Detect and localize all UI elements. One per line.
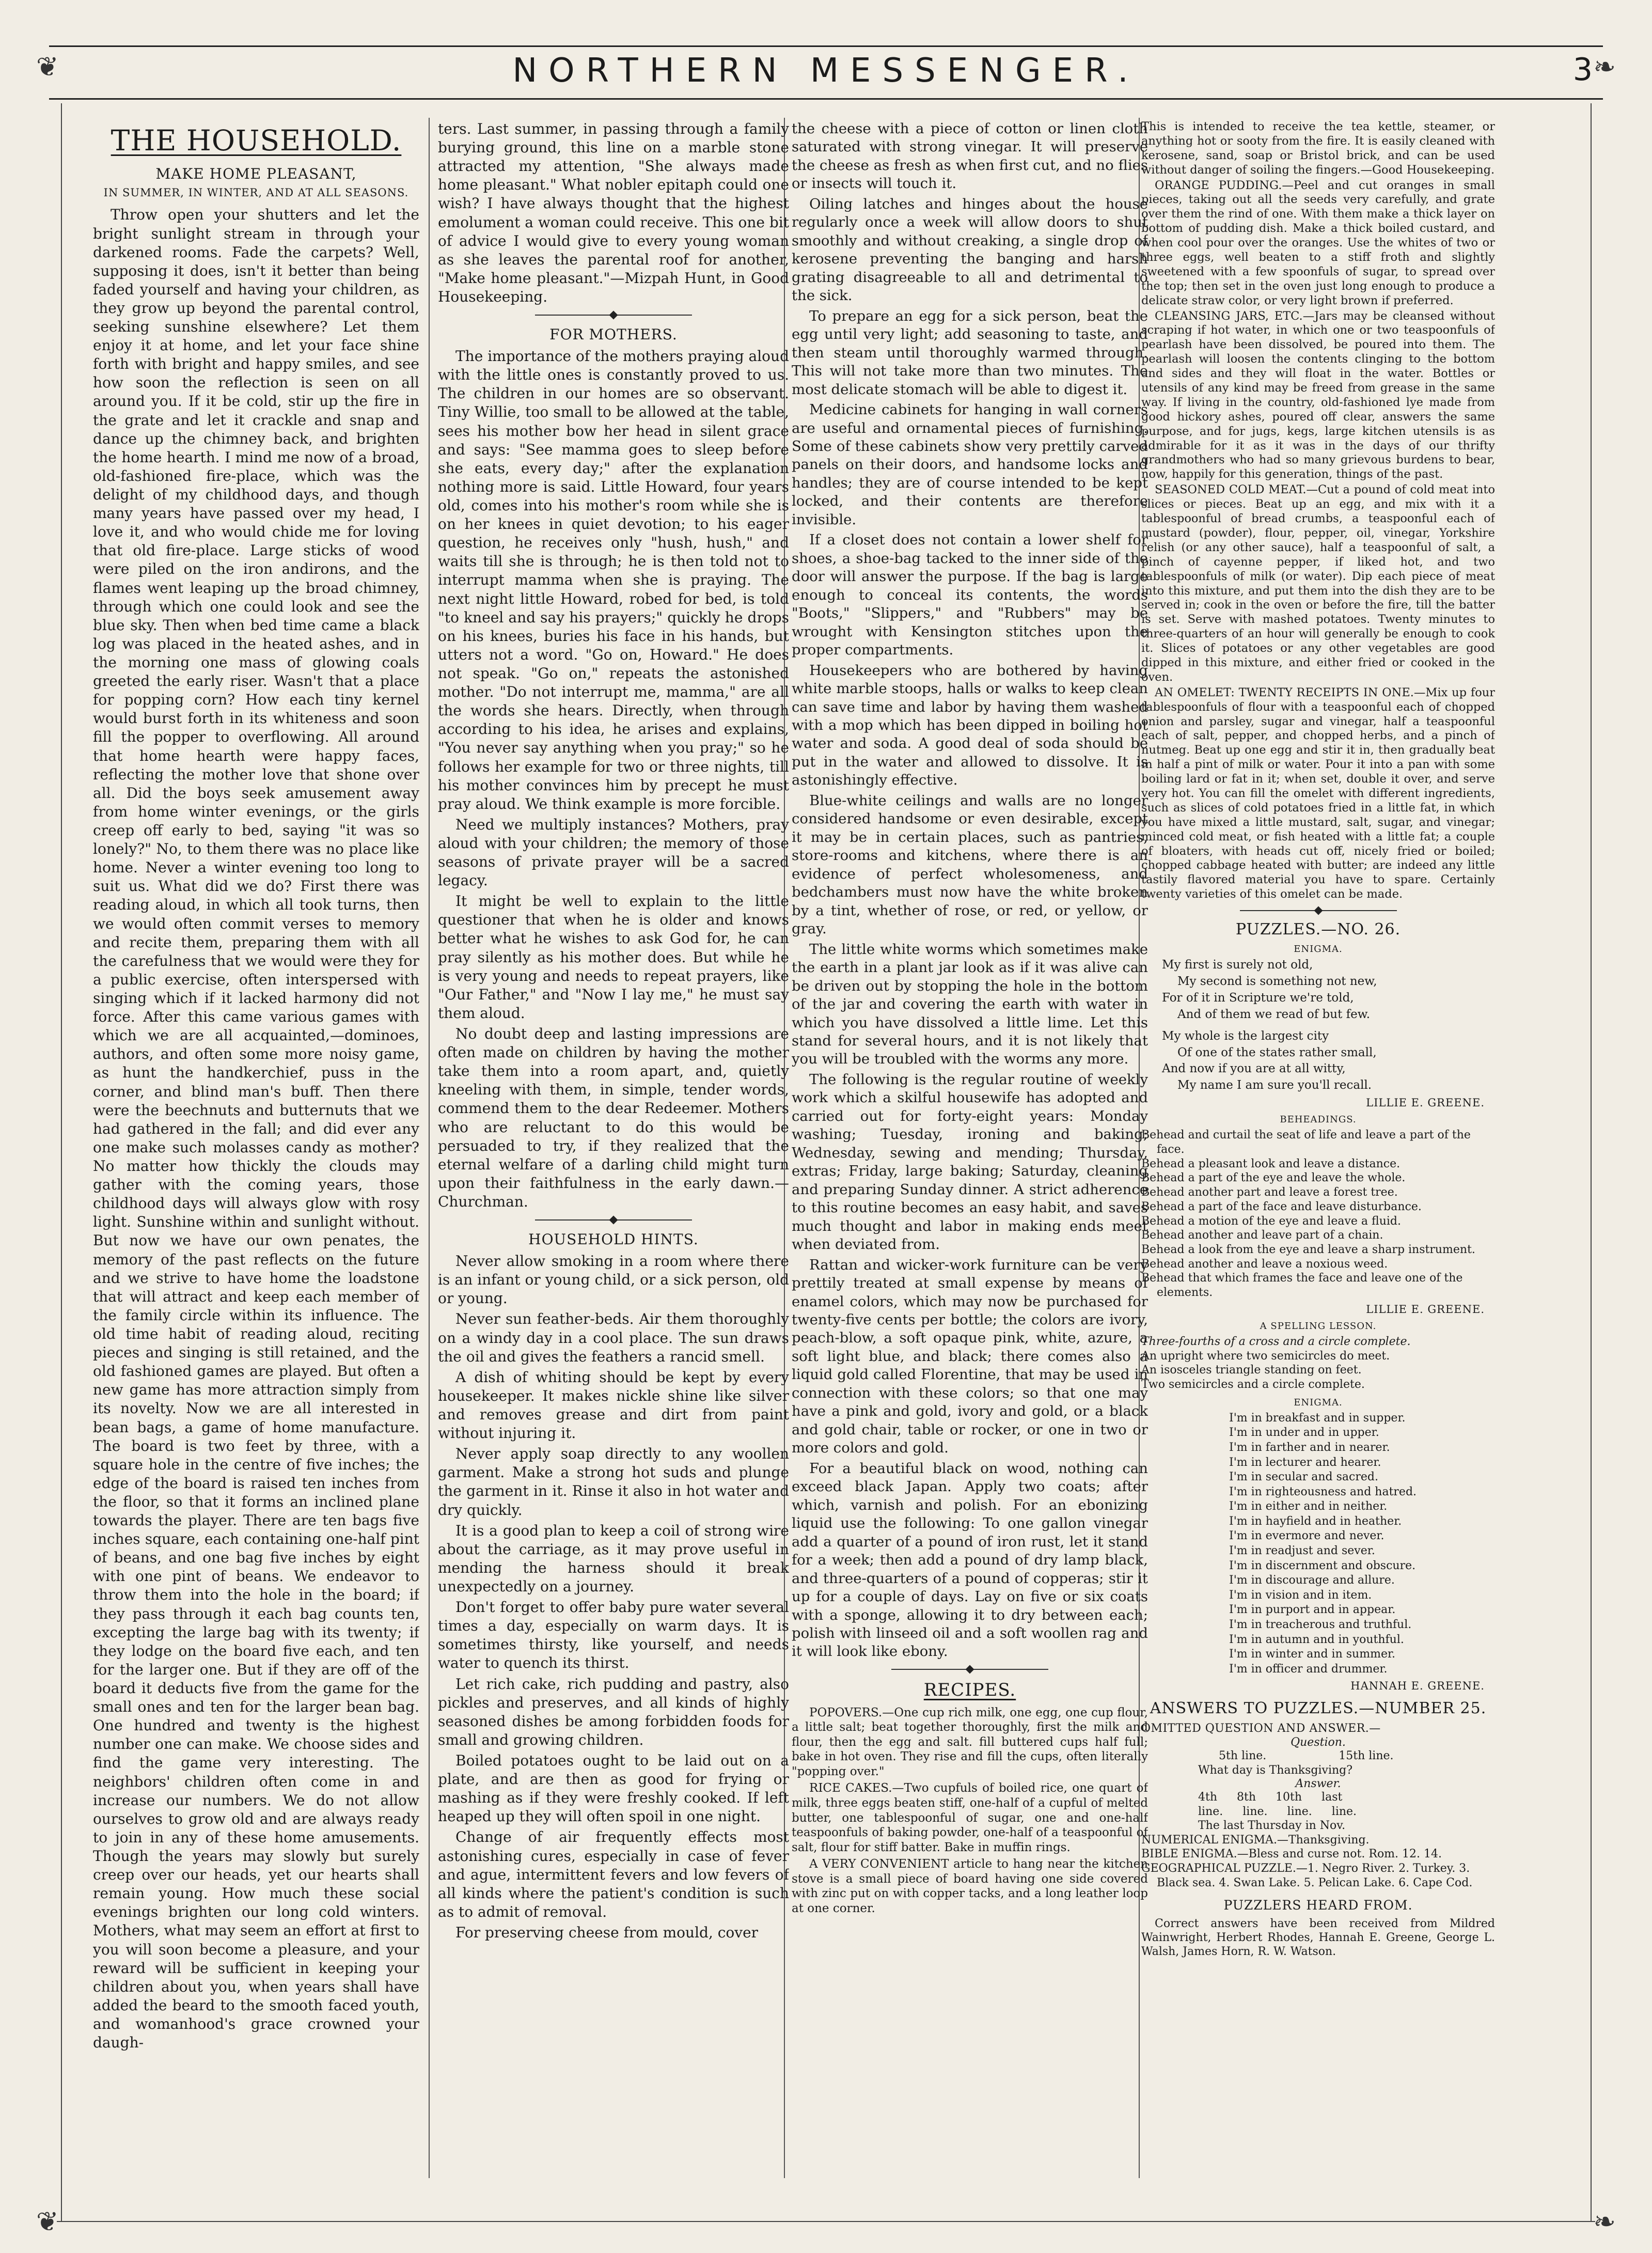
puzzle-line: Behead a part of the face and leave disturbance. bbox=[1141, 1200, 1422, 1213]
hint-paragraph: For a beautiful black on wood, nothing can exceed black Japan. Apply two coats; after which, varnish and polish. For an ebonizing liquid use the following: To one gallon vinegar add a quarter of a pound of iron rust, let it stand for a week; then add a pound of dry lamp black, and three-quarters of a pound of copperas; stir it up for a couple of days. Lay on five or six coats with a sponge, allowing it to dry between each; polish with linseed oil and a soft woollen rag and it will look like ebony. bbox=[792, 1460, 1148, 1660]
poem-line: My name I am sure you'll recall. bbox=[1177, 1078, 1372, 1092]
puzzle-line: Behead another and leave a noxious weed. bbox=[1141, 1257, 1388, 1271]
enigma-line: I'm in discourage and allure. bbox=[1229, 1574, 1395, 1587]
poem-line: For of it in Scripture we're told, bbox=[1162, 991, 1354, 1005]
column-1 bbox=[93, 120, 419, 2201]
puzzlers-paragraph: Correct answers have been received from Mildred Wainwright, Herbert Rhodes, Hannah E. Greene, George L. Walsh, James Horn, R. W. Watson. bbox=[1141, 1917, 1495, 1959]
recipe-paragraph: CLEANSING JARS, ETC.—Jars may be cleansed without scraping if hot water, in which one or two teaspoonfuls of pearlash have been dissolved, be poured into them. The pearlash will loosen the contents clinging to the bottom and sides and they will float in the water. Bottles or utensils of any kind may be freed from grease in the same way. If living in the country, old-fashioned lye made from good hickory ashes, poured off clear, answers the same purpose, and for jugs, kegs, large kitchen utensils is as admirable for it as it was in the days of our thrifty grandmothers who had so many grievous burdens to bear, now, happily for this generation, things of the past. bbox=[1141, 309, 1495, 481]
answer-cell: line. bbox=[1287, 1805, 1312, 1818]
masthead-title: NORTHERN MESSENGER. bbox=[512, 52, 1140, 90]
top-rule bbox=[49, 45, 1603, 47]
masthead bbox=[49, 52, 1603, 90]
ornament-divider bbox=[438, 1214, 789, 1224]
answer-cell: line. bbox=[1331, 1805, 1357, 1818]
answers-line: NUMERICAL ENIGMA.—Thanksgiving. bbox=[1141, 1833, 1370, 1847]
hint-paragraph: Let rich cake, rich pudding and pastry, also pickles and preserves, and all kinds of highly seasoned dishes be among forbidden foods for small and growing children. bbox=[438, 1675, 789, 1748]
article-paragraph: No doubt deep and lasting impressions are often made on children by having the mother take them into a room apart, and, quietly kneeling with them, in simple, tender words, commend them to the dear Redeemer. Mothers who are reluctant to do this would be persuaded to try, if they realized that the eternal welfare of a darling child might turn upon their faithfulness in the early dawn.—Churchman. bbox=[438, 1025, 789, 1211]
section-title: THE HOUSEHOLD. bbox=[111, 124, 402, 157]
right-frame-rule bbox=[1591, 103, 1592, 2222]
question-cell: 15th line. bbox=[1339, 1749, 1394, 1763]
column-rule bbox=[429, 118, 430, 2178]
hint-paragraph: Don't forget to offer baby pure water several times a day, especially on warm days. It is sometimes thirsty, like yourself, and needs water to quench its thirst. bbox=[438, 1599, 789, 1672]
puzzle-line: An upright where two semicircles do meet. bbox=[1141, 1349, 1390, 1363]
poem-line: And now if you are at all witty, bbox=[1162, 1062, 1346, 1076]
recipe-paragraph: AN OMELET: TWENTY RECEIPTS IN ONE.—Mix up four tablespoonfuls of flour with a teaspoonful each of chopped onion and parsley, sugar and vinegar, half a teaspoonful each of salt, pepper, and chopped herbs, and a pinch of nutmeg. Beat up one egg and stir it in, then gradually beat in half a pint of milk or water. Pour it into a pan with some boiling lard or fat in it; when set, double it over, and serve very hot. You can fill the omelet with different ingredients, such as slices of cold potatoes fried in a little fat, in which you have mixed a little mustard, salt, sugar, and vinegar; minced cold meat, or fish heated with a little fat; a couple of bloaters, with heads cut off, nicely fried or boiled; chopped cabbage heated with butter; are indeed any little tastily flavored material you have to spare. Certainly twenty varieties of this omelet can be made. bbox=[1141, 685, 1495, 901]
poem-line: My first is surely not old, bbox=[1162, 958, 1313, 972]
enigma-line: I'm in winter and in summer. bbox=[1229, 1648, 1396, 1661]
answers-line: BIBLE ENIGMA.—Bless and curse not. Rom. 12. 14. bbox=[1141, 1848, 1442, 1861]
answer-cell: 8th bbox=[1237, 1791, 1256, 1804]
corner-ornament-icon: ❧ bbox=[1593, 52, 1616, 83]
answer-cell: 10th bbox=[1276, 1791, 1302, 1804]
author-signature: LILLIE E. GREENE. bbox=[1366, 1097, 1485, 1109]
puzzle-label: ENIGMA. bbox=[1294, 1397, 1343, 1408]
enigma-line: I'm in either and in neither. bbox=[1229, 1500, 1388, 1513]
answer-cell: line. bbox=[1242, 1805, 1268, 1818]
hint-paragraph: Oiling latches and hinges about the house regularly once a week will allow doors to shut smoothly and without creaking, a single drop of kerosene preventing the banging and harsh grating disagreeable to all and detrimental to the sick. bbox=[792, 195, 1148, 304]
hint-paragraph: The following is the regular routine of weekly work which a skilful housewife has adopted and carried out for forty-eight years: Monday washing; Tuesday, ironing and baking; Wednesday, sewing and mending; Thursday, extras; Friday, large baking; Saturday, cleaning and preparing Sunday dinner. A strict adherence to this routine becomes an easy habit, and saves much thought and labor in making ends meet when deviated from. bbox=[792, 1071, 1148, 1253]
section-heading-hints: HOUSEHOLD HINTS. bbox=[528, 1231, 699, 1248]
puzzle-line: Two semicircles and a circle complete. bbox=[1141, 1378, 1365, 1391]
hint-paragraph: the cheese with a piece of cotton or linen cloth saturated with strong vinegar. It will preserve the cheese as fresh as when first cut, and no flies or insects will touch it. bbox=[792, 120, 1148, 192]
ornament-divider bbox=[438, 309, 789, 319]
corner-ornament-icon: ❦ bbox=[36, 52, 59, 83]
corner-ornament-icon: ❧ bbox=[1593, 2207, 1616, 2238]
enigma-line: I'm in righteousness and hatred. bbox=[1229, 1485, 1417, 1498]
puzzlers-heading: PUZZLERS HEARD FROM. bbox=[1223, 1897, 1413, 1913]
puzzle-line: Behead and curtail the seat of life and leave a part of the face. bbox=[1141, 1129, 1471, 1156]
hint-paragraph: For preserving cheese from mould, cover bbox=[455, 1923, 759, 1941]
article-paragraph: ters. Last summer, in passing through a family burying ground, this line on a marble stone attracted my attention, "She always made home pleasant." What nobler epitaph could one wish? I have always thought that the highest emolument a woman could receive. This one bit of advice I would give to every young woman as she leaves the parental roof for another, "Make home pleasant."—Mizpah Hunt, in Good Housekeeping. bbox=[438, 120, 789, 305]
answers-heading: ANSWERS TO PUZZLES.—NUMBER 25. bbox=[1150, 1699, 1487, 1718]
poem-line: And of them we read of but few. bbox=[1177, 1007, 1371, 1021]
puzzle-line: Behead a motion of the eye and leave a fluid. bbox=[1141, 1214, 1401, 1228]
hint-paragraph: Never apply soap directly to any woollen garment. Make a strong hot suds and plunge the garment in it. Rinse it also in hot water and dry quickly. bbox=[438, 1445, 789, 1519]
ornament-divider bbox=[792, 1664, 1148, 1673]
masthead-rule bbox=[49, 98, 1603, 100]
enigma-line: I'm in under and in upper. bbox=[1229, 1426, 1379, 1440]
puzzle-line: Behead a part of the eye and leave the whole. bbox=[1141, 1171, 1406, 1185]
enigma-line: I'm in readjust and sever. bbox=[1229, 1544, 1375, 1558]
puzzle-line: Behead a pleasant look and leave a distance. bbox=[1141, 1157, 1401, 1170]
corner-ornament-icon: ❦ bbox=[36, 2207, 59, 2238]
column-4 bbox=[1141, 120, 1495, 2201]
question-text: What day is Thanksgiving? bbox=[1198, 1763, 1353, 1777]
author-signature: LILLIE E. GREENE. bbox=[1366, 1303, 1485, 1316]
column-2 bbox=[438, 120, 789, 2201]
hint-paragraph: Housekeepers who are bothered by having white marble stoops, halls or walks to keep clean can save time and labor by having them washed with a mop which has been dipped in boiling hot water and soda. A good deal of soda should be put in the water and allowed to dissolve. It is astonishingly effective. bbox=[792, 662, 1148, 789]
puzzle-line: Behead another part and leave a forest tree. bbox=[1141, 1186, 1398, 1199]
enigma-line: I'm in autumn and in youthful. bbox=[1229, 1633, 1404, 1646]
article-paragraph: It might be well to explain to the little questioner that when he is older and knows better what he wishes to ask God for, he can pray silently as his mother does. But while he is very young and needs to repeat prayers, like "Our Father," and "Now I lay me," he must say them aloud. bbox=[438, 893, 789, 1022]
enigma-line: I'm in farther and in nearer. bbox=[1229, 1441, 1390, 1454]
enigma-line: I'm in vision and in item. bbox=[1229, 1588, 1372, 1602]
answers-line: OMITTED QUESTION AND ANSWER.— bbox=[1141, 1722, 1381, 1735]
puzzle-line: Behead a look from the eye and leave a sharp instrument. bbox=[1141, 1243, 1475, 1256]
answer-cell: last bbox=[1321, 1791, 1343, 1804]
article-title: MAKE HOME PLEASANT, bbox=[155, 165, 357, 182]
enigma-line: I'm in secular and sacred. bbox=[1229, 1470, 1378, 1484]
enigma-line: I'm in treacherous and truthful. bbox=[1229, 1618, 1412, 1632]
hint-paragraph: Never allow smoking in a room where there is an infant or young child, or a sick person, old or young. bbox=[438, 1253, 789, 1307]
hint-paragraph: To prepare an egg for a sick person, beat the egg until very light; add seasoning to taste, and then steam until thoroughly warmed through. This will not take more than two minutes. The most delicate stomach will be able to digest it. bbox=[792, 307, 1148, 398]
enigma-line: I'm in evermore and never. bbox=[1229, 1529, 1384, 1543]
page-number: 3 bbox=[1572, 52, 1593, 88]
question-grid bbox=[1198, 1749, 1495, 1777]
answer-cell: line. bbox=[1198, 1805, 1223, 1818]
hint-paragraph: Medicine cabinets for hanging in wall corners are useful and ornamental pieces of furnishing. Some of these cabinets show very prettily carved panels on their doors, and handsome locks and handles; they are of course intended to be kept locked, and their contents are therefore invisible. bbox=[792, 401, 1148, 528]
hint-paragraph: If a closet does not contain a lower shelf for shoes, a shoe-bag tacked to the inner side of the door will answer the purpose. If the bag is large enough to conceal its contents, the words "Boots," "Slippers," and "Rubbers" may be wrought with Kensington stitches upon the proper compartments. bbox=[792, 531, 1148, 659]
recipe-paragraph: POPOVERS.—One cup rich milk, one egg, one cup flour, a little salt; beat together thoroughly, first the milk and flour, then the egg and salt. fill buttered cups half full; bake in hot oven. They rise and fill the cups, often literally "popping over." bbox=[792, 1706, 1148, 1778]
puzzle-line: Three-fourths of a cross and a circle complete. bbox=[1141, 1335, 1411, 1348]
hint-paragraph: Rattan and wicker-work furniture can be very prettily treated at small expense by means of enamel colors, which may now be purchased for twenty-five cents per bottle; the colors are ivory, peach-blow, a soft opaque pink, white, azure, a soft light blue, and black; there comes also a liquid gold called Florentine, that may be used in connection with these colors; so that one may have a pink and gold, ivory and gold, or a black and gold chair, table or rocker, or one in two or more colors and gold. bbox=[792, 1256, 1148, 1457]
puzzle-label: BEHEADINGS. bbox=[1280, 1114, 1357, 1125]
puzzle-line: Behead another and leave part of a chain. bbox=[1141, 1229, 1383, 1242]
answer-cell: 4th bbox=[1198, 1791, 1218, 1804]
hint-paragraph: It is a good plan to keep a coil of strong wire about the carriage, as it may prove useful in mending the harness should it break unexpectedly on a journey. bbox=[438, 1522, 789, 1595]
poem-line: Of one of the states rather small, bbox=[1177, 1045, 1377, 1059]
hint-paragraph: Blue-white ceilings and walls are no longer considered handsome or even desirable, except it may be in certain places, such as pantries, store-rooms and kitchens, where there is an evidence of perfect wholesomeness, and bedchambers must now have the white broken by a tint, whether of rose, or red, or yellow, or gray. bbox=[792, 792, 1148, 937]
recipe-paragraph: RICE CAKES.—Two cupfuls of boiled rice, one quart of milk, three eggs beaten stiff, one-half of a cupful of melted butter, one tablespoonful of sugar, one and one-half teaspoonfuls of baking powder, one-half of a teaspoonful of salt, flour for stiff batter. Bake in muffin rings. bbox=[792, 1781, 1148, 1854]
answers-line: GEOGRAPHICAL PUZZLE.—1. Negro River. 2. Turkey. 3. Black sea. 4. Swan Lake. 5. Pelican Lake. 6. Cape Cod. bbox=[1141, 1862, 1473, 1889]
recipe-paragraph: SEASONED COLD MEAT.—Cut a pound of cold meat into slices or pieces. Beat up an egg, and mix with it a tablespoonful of bread crumbs, a teaspoonful each of mustard (powder), flour, pepper, oil, vinegar, Yorkshire relish (or any other sauce), half a teaspoonful of salt, a pinch of cayenne pepper, if liked hot, and two tablespoonfuls of milk (or water). Dip each piece of meat into this mixture, and put them into the dish they are to be served in; cook in the oven or before the fire, till the batter is set. Serve with mashed potatoes. Twenty minutes to three-quarters of an hour will generally be enough to cook it. Slices of potatoes or any other vegetables are good dipped in this mixture, and either fried or cooked in the oven. bbox=[1141, 483, 1495, 684]
question-label: Question. bbox=[1291, 1736, 1346, 1749]
puzzle-line: Behead that which frames the face and leave one of the elements. bbox=[1141, 1272, 1463, 1300]
article-paragraph: The importance of the mothers praying aloud with the little ones is constantly proved to us. The children in our homes are so observant. Tiny Willie, too small to be allowed at the table, sees his mother bow her head in silent grace and says: "See mamma goes to sleep before she eats, every day;" after the explanation nothing more is said. Little Howard, four years old, comes into his mother's room while she is on her knees in quiet devotion; to his eager question, he receives only "hush, hush," and waits till she is through; he is then told not to interrupt mamma when she is praying. The next night little Howard, robed for bed, is told "to kneel and say his prayers;" quickly he drops on his knees, buries his face in his hands, but utters not a word. "Go on, Howard." He does not speak. "Go on," repeats the astonished mother. "Do not interrupt me, mamma," are all the words she hears. Directly, when through according to his idea, he arises and explains, "You never say anything when you pray;" so he follows her example for two or three nights, till his mother convinces him by precept he must pray aloud. We think example is more forcible. bbox=[438, 348, 789, 812]
recipe-paragraph: ORANGE PUDDING.—Peel and cut oranges in small pieces, taking out all the seeds very carefully, and grate over them the rind of one. With them make a thick layer on bottom of pudding dish. Make a thick boiled custard, and when cool pour over the oranges. Use the whites of two or three eggs, well beaten to a stiff froth and slightly sweetened with a few spoonfuls of sugar, to spread over the top; then set in the oven just long enough to produce a delicate straw color, or very light brown if preferred. bbox=[1141, 178, 1495, 307]
question-cell: 5th line. bbox=[1219, 1749, 1267, 1763]
recipe-paragraph: This is intended to receive the tea kettle, steamer, or anything hot or sooty from the fire. It is easily cleaned with kerosene, sand, soap or Bristol brick, and can be used without danger of soiling the fingers.—Good Housekeeping. bbox=[1141, 120, 1495, 177]
poem-line: My whole is the largest city bbox=[1162, 1029, 1329, 1043]
hint-paragraph: Change of air frequently effects most astonishing cures, especially in case of fever and ague, intermittent fevers and low fevers of all kinds where the patient's condition is such as to admit of removal. bbox=[438, 1828, 789, 1920]
column-3 bbox=[792, 120, 1148, 2201]
hint-paragraph: Never sun feather-beds. Air them thoroughly on a windy day in a cool place. The sun draws the oil and gives the feathers a rancid smell. bbox=[438, 1310, 789, 1365]
article-paragraph: Throw open your shutters and let the bright sunlight stream in through your darkened rooms. Fade the carpets? Well, supposing it does, isn't it better than being faded yourself and having your children, as they grow up beyond the parental control, seeking sunshine elsewhere? Let them enjoy it at home, and let your face shine forth with bright and happy smiles, and see how soon the reflection is seen on all around you. If it be cold, stir up the fire in the grate and let it crackle and snap and dance up the chimney back, and brighten the home hearth. I mind me now of a broad, old-fashioned fire-place, which was the delight of my childhood days, and though many years have passed over my head, I love it, and who would chide me for loving that old fire-place. Large sticks of wood were piled on the iron andirons, and the flames went leaping up the broad chimney, through which one could look and see the blue sky. Then when bed time came a black log was placed in the heated ashes, and in the morning one mass of glowing coals greeted the early riser. Wasn't that a place for popping corn? How each tiny kernel would burst forth in its whiteness and soon fill the popper to overflowing. All around that home hearth were happy faces, reflecting the mother love that shone over all. Did the boys seek amusement away from home winter evenings, or the girls creep off early to bed, saying "it was so lonely?" No, to them there was no place like home. Never a winter evening too long to suit us. What did we do? First there was reading aloud, in which all took turns, then we would often commit verses to memory and recite them, preparing them with all the carefulness that we would were they for a public exercise, often interspersed with singing which if it lacked harmony did not force. After this came various games with which we are all acquainted,—dominoes, authors, and often some more noisy game, as hunt the handkerchief, puss in the corner, and blind man's buff. Then there were the beechnuts and butternuts that we had gathered in the fall; and did ever any one make such molasses candy as mother? No matter how thickly the clouds may gather with the coming years, those childhood days will always glow with rosy light. Sunshine within and sunlight without. But now we have our own penates, the memory of the past reflects on the future and we strive to have home the loadstone that will attract and keep each member of the family circle within its influence. The old time habit of reading aloud, reciting pieces and singing is still retained, and the old fashioned games are played. But often a new game has more attraction simply from its novelty. Now we are all interested in bean bags, a game of home manufacture. The board is two feet by three, with a square hole in the centre of five inches; the edge of the board is raised ten inches from the floor, so that it forms an inclined plane towards the player. There are ten bags five inches square, each containing one-half pint of beans, and one bag five inches by eight with one pint of beans. We endeavor to throw them into the hole in the board; if they pass through it each bag counts ten, excepting the large bag with its twenty; if they lodge on the board five each, and ten for the larger one. But if they are off of the board it deducts five from the game for the small ones and ten for the larger bean bag. One hundred and twenty is the highest number one can make. We choose sides and find the game very interesting. The neighbors' children often come in and increase our numbers. We do not allow ourselves to grow old and are always ready to join in any of these home amusements. Though the years may slowly but surely creep over our heads, yet our hearts shall remain young. How much these social evenings brighten our long cold winters. Mothers, what may seem an effort at first to you will soon become a pleasure, and your reward will be sufficient in keeping your children about you, when years shall have added the beard to the smooth faced youth, and womanhood's grace crowned your daugh- bbox=[93, 206, 419, 2052]
puzzle-label: ENIGMA. bbox=[1294, 944, 1343, 955]
enigma-line: I'm in officer and drummer. bbox=[1229, 1662, 1388, 1676]
puzzle-line: An isosceles triangle standing on feet. bbox=[1141, 1364, 1362, 1377]
recipe-paragraph: A VERY CONVENIENT article to hang near the kitchen stove is a small piece of board having one side covered with zinc put on with copper tacks, and a long leather loop at one corner. bbox=[792, 1857, 1148, 1915]
puzzle-label: A SPELLING LESSON. bbox=[1260, 1320, 1377, 1332]
hint-paragraph: Boiled potatoes ought to be laid out on a plate, and are then as good for frying or mashing as if they were freshly cooked. If left heaped up they will often spoil in one night. bbox=[438, 1751, 789, 1825]
hint-paragraph: The little white worms which sometimes make the earth in a plant jar look as if it was alive can be driven out by stopping the hole in the bottom of the jar and covering the earth with water in which you have dissolved a little lime. Let this stand for several hours, and it is not likely that you will be troubled with the worms any more. bbox=[792, 941, 1148, 1068]
bottom-frame-rule bbox=[57, 2221, 1595, 2222]
author-signature: HANNAH E. GREENE. bbox=[1350, 1680, 1485, 1693]
enigma-line: I'm in purport and in appear. bbox=[1229, 1603, 1396, 1617]
article-subtitle: IN SUMMER, IN WINTER, AND AT ALL SEASONS. bbox=[103, 186, 409, 199]
article-paragraph: Need we multiply instances? Mothers, pray aloud with your children; the memory of those seasons of private prayer will be a sacred legacy. bbox=[438, 816, 789, 889]
left-frame-rule bbox=[61, 103, 62, 2222]
puzzles-heading: PUZZLES.—NO. 26. bbox=[1235, 920, 1401, 939]
poem-line: My second is something not new, bbox=[1177, 974, 1377, 988]
hint-paragraph: A dish of whiting should be kept by every housekeeper. It makes nickle shine like silver and removes grease and dirt from paint without injuring it. bbox=[438, 1368, 789, 1442]
enigma-line: I'm in breakfast and in supper. bbox=[1229, 1411, 1406, 1425]
answer-grid bbox=[1198, 1790, 1495, 1833]
answer-label: Answer. bbox=[1295, 1777, 1341, 1791]
section-heading-mothers: FOR MOTHERS. bbox=[549, 326, 678, 343]
answer-text: The last Thursday in Nov. bbox=[1198, 1819, 1346, 1833]
enigma-line: I'm in lecturer and hearer. bbox=[1229, 1456, 1381, 1469]
section-heading-recipes: RECIPES. bbox=[923, 1679, 1016, 1700]
enigma-line: I'm in hayfield and in heather. bbox=[1229, 1514, 1402, 1528]
enigma-line: I'm in discernment and obscure. bbox=[1229, 1559, 1416, 1572]
ornament-divider bbox=[1141, 905, 1495, 914]
